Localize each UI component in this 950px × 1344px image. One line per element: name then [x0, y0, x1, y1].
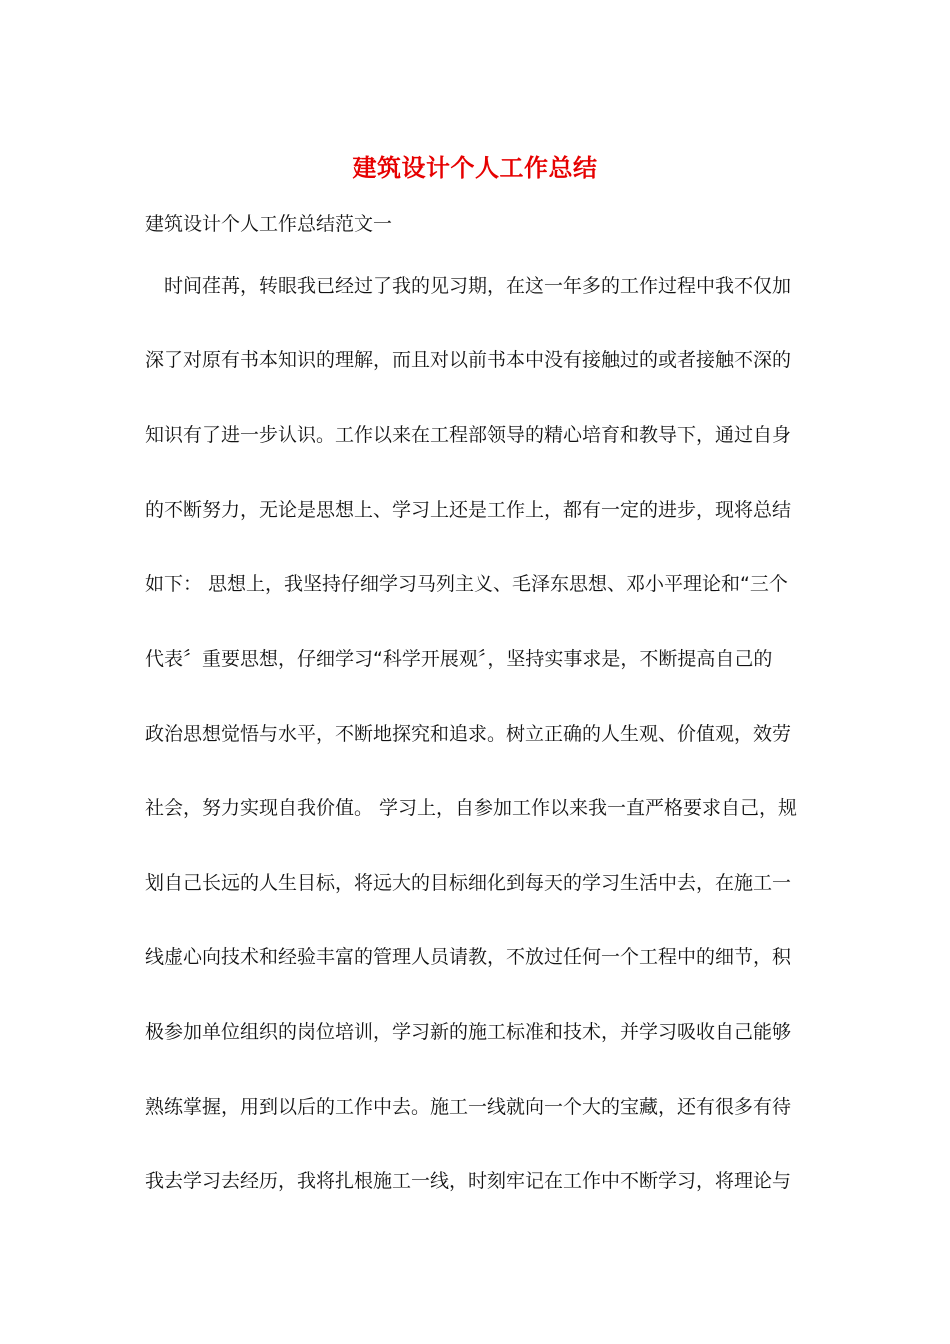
document-title: 建筑设计个人工作总结: [352, 153, 598, 182]
paragraph-line: 的不断努力，无论是思想上、学习上还是工作上，都有一定的进步，现将总结: [145, 499, 792, 521]
paragraph-line: 时间荏苒，转眼我已经过了我的见习期，在这一年多的工作过程中我不仅加: [145, 275, 792, 297]
paragraph-line: 如下： 思想上，我坚持仔细学习马列主义、毛泽东思想、邓小平理论和“三个: [145, 573, 788, 595]
paragraph-line: 我去学习去经历，我将扎根施工一线，时刻牢记在工作中不断学习，将理论与: [145, 1170, 792, 1192]
paragraph-line: 熟练掌握，用到以后的工作中去。施工一线就向一个大的宝藏，还有很多有待: [145, 1096, 792, 1118]
paragraph-line: 划自己长远的人生目标，将远大的目标细化到每天的学习生活中去，在施工一: [145, 872, 792, 894]
paragraph-line: 政治思想觉悟与水平，不断地探究和追求。树立正确的人生观、价值观，效劳: [145, 723, 792, 745]
document-subtitle: 建筑设计个人工作总结范文一: [145, 213, 393, 235]
paragraph-line: 知识有了进一步认识。工作以来在工程部领导的精心培育和教导下，通过自身: [145, 424, 792, 446]
paragraph-line: 代表〞重要思想，仔细学习“科学开展观〞，坚持实事求是，不断提高自己的: [145, 648, 773, 670]
paragraph-line: 极参加单位组织的岗位培训，学习新的施工标准和技术，并学习吸收自己能够: [145, 1021, 792, 1043]
paragraph-line: 线虚心向技术和经验丰富的管理人员请教，不放过任何一个工程中的细节，积: [145, 946, 792, 968]
paragraph-line: 深了对原有书本知识的理解，而且对以前书本中没有接触过的或者接触不深的: [145, 349, 792, 371]
paragraph-line: 社会，努力实现自我价值。 学习上，自参加工作以来我一直严格要求自己，规: [145, 797, 798, 819]
